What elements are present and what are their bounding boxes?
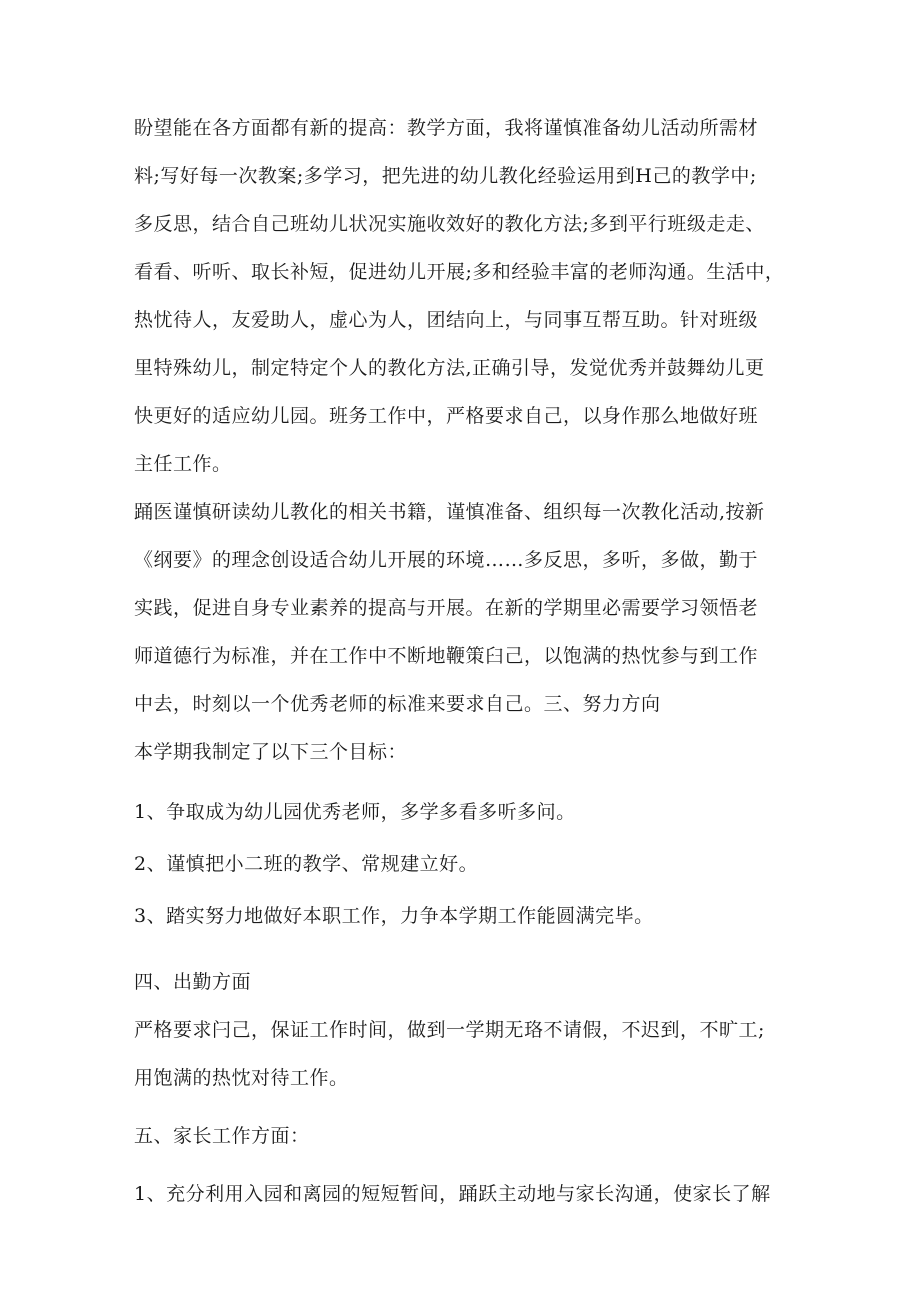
section-5-item-1 [134,1170,794,1218]
paragraph-1 [134,104,794,488]
spacer [134,1102,794,1112]
text-line: 主任工作。 [134,453,232,475]
spacer [134,942,794,958]
list-item: 1、争取成为幼儿园优秀老师，多学多看多听多问。 [134,801,576,823]
section-5-heading [134,1112,794,1160]
text-line: 严格要求闩己，保证工作时间，做到一学期无珞不请假，不迟到，不旷工; [134,1019,765,1041]
text-line: 多反思，结合自己班幼儿状况实施收效好的教化方法;多到平行班级走走、 [134,213,765,235]
text-line: 快更好的适应幼儿园。班务工作中，严格要求自己，以身作那么地做好班 [134,405,759,427]
text-line: 看看、听听、取长补短，促进幼儿开展;多和经验丰富的老师沟通。生活中， [134,261,785,283]
goals-list [134,786,794,942]
text-line: 师道德行为标准，并在工作中不断地鞭策臼己，以饱满的热忱参与到工作 [134,645,759,667]
list-item: 3、踏实努力地做好本职工作，力争本学期工作能圆满完毕。 [134,905,654,927]
section-heading: 四、出勤方面 [134,971,252,993]
text-line: 本学期我制定了以下三个目标： [134,741,408,763]
text-line: 盼望能在各方面都有新的提高：教学方面，我将谨慎准备幼儿活动所需材 [134,117,759,139]
text-line: 《纲要》的理念创设适合幼儿开展的环境……多反思，多听，多做，勤于 [134,549,759,571]
text-line: 料;写好每一次教案;多学习，把先进的幼儿教化经验运用到H己的教学中; [134,165,757,187]
text-line: 里特殊幼儿，制定特定个人的教化方法,正确引导，发觉优秀并鼓舞幼儿更 [134,357,765,379]
text-line: 踊医谨慎研读幼儿教化的相关书籍，谨慎准备、组织每一次教化活动,按新 [134,501,765,523]
spacer [134,1160,794,1170]
list-item: 1、充分利用入园和离园的短短暂间，踊跃主动地与家长沟通，使家长了解 [134,1183,771,1205]
document-body [134,104,794,1218]
goals-intro [134,728,794,776]
section-4-body [134,1006,794,1102]
text-line: 实践，促进自身专业素养的提高与开展。在新的学期里必需要学习领悟老 [134,597,759,619]
text-line: 热忧待人，友爱助人，虚心为人，团结向上，与同事互帮互助。针对班级 [134,309,759,331]
text-line: 用饱满的热忱对待工作。 [134,1067,349,1089]
text-line: 中去，时刻以一个优秀老师的标准来要求自己。三、努力方向 [134,693,661,715]
section-4-heading [134,958,794,1006]
list-item: 2、谨慎把小二班的教学、常规建立好。 [134,853,479,875]
paragraph-2 [134,488,794,728]
section-heading: 五、家长工作方面： [134,1125,310,1147]
spacer [134,776,794,786]
